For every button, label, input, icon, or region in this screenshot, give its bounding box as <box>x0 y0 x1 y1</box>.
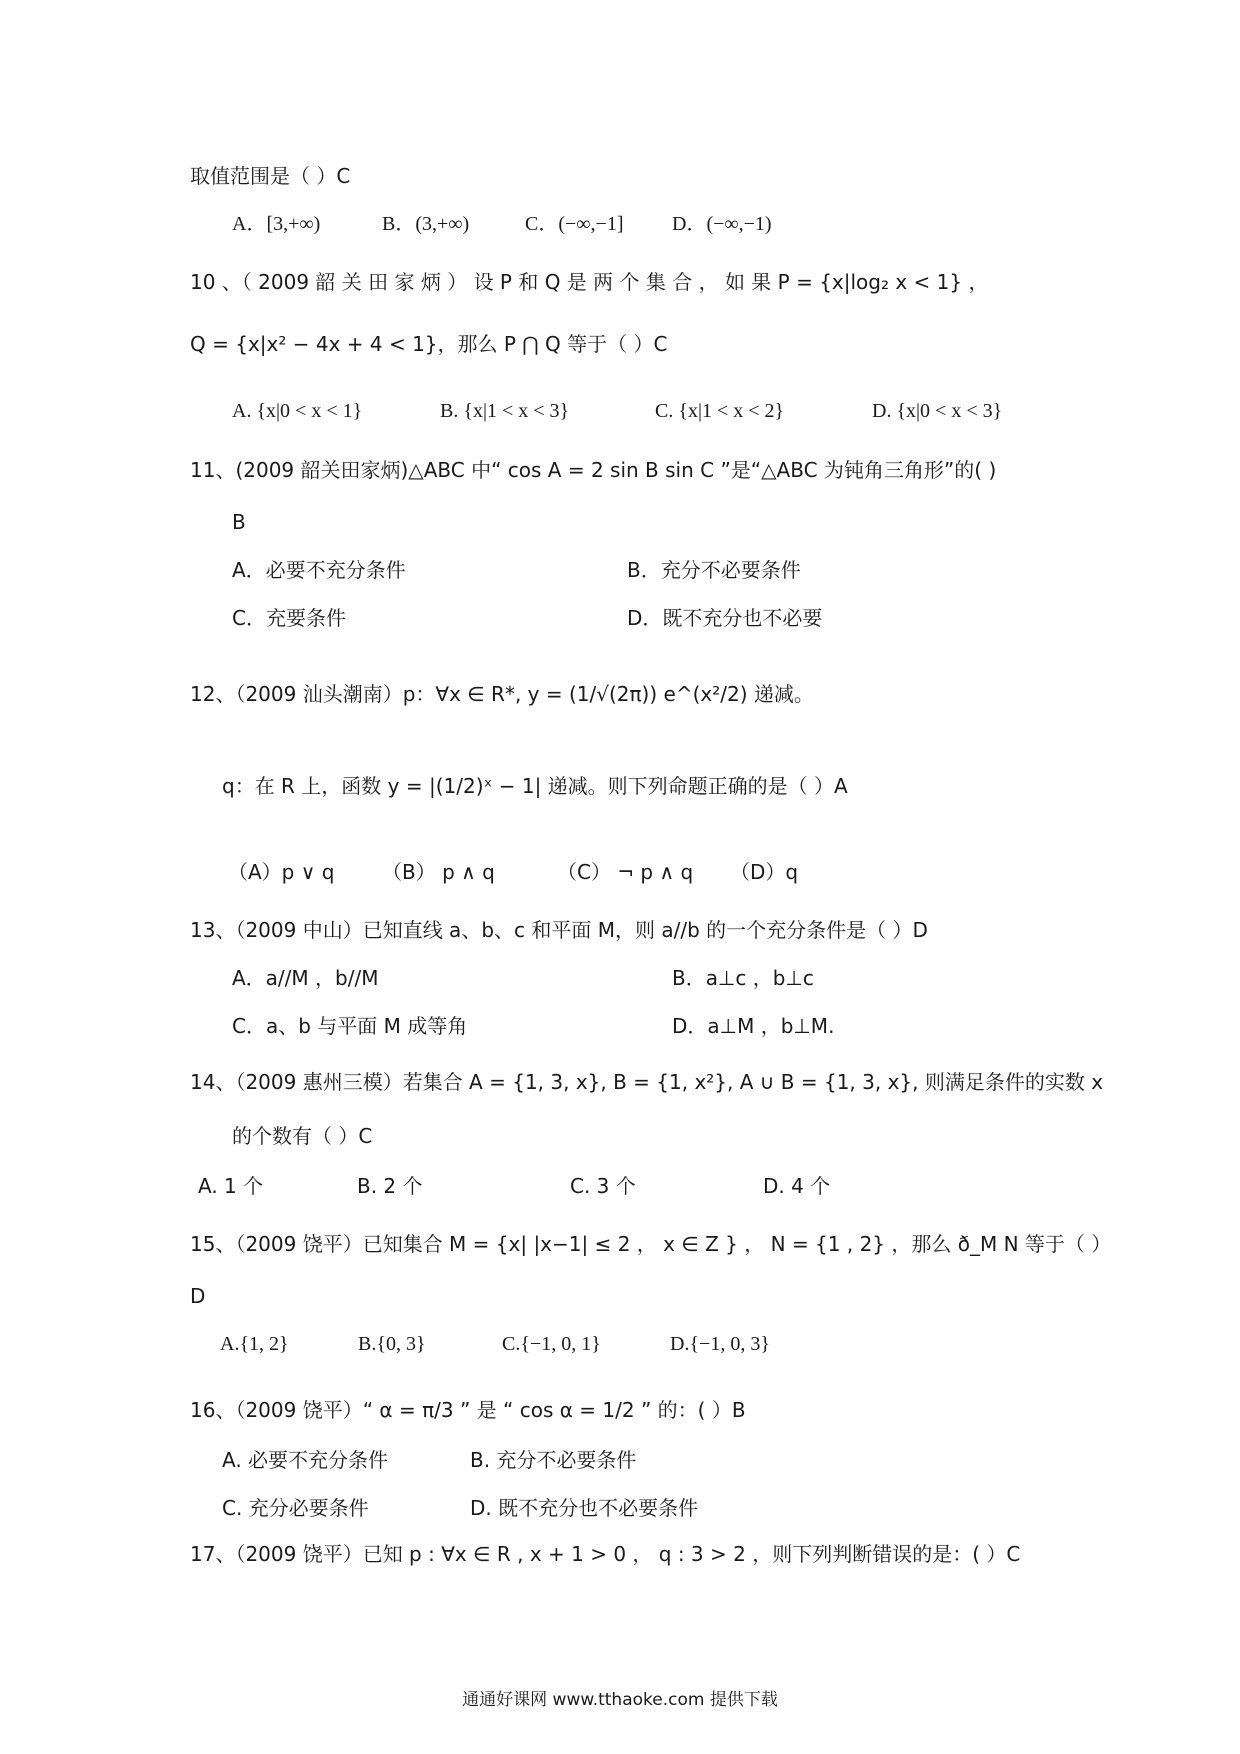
option-d: D．a⊥M ，b⊥M. <box>672 1014 835 1038</box>
question-12: 12、（2009 汕头潮南）p：∀x ∈ R*, y = (1/√(2π)) e^(x²/2) 递减。 <box>190 682 814 706</box>
option-d: D.{−1, 0, 3} <box>670 1333 770 1355</box>
answer-15: D <box>190 1284 206 1308</box>
option-a: （A）p ∨ q <box>228 860 335 884</box>
question-15: 15、（2009 饶平）已知集合 M = {x| |x−1| ≤ 2 ， x ∈ Z } ， N = {1 , 2} ，那么 ð_M N 等于（ ） <box>190 1232 1112 1256</box>
option-a: A. {x|0 < x < 1} <box>232 400 363 422</box>
option-c: C. 充分必要条件 <box>222 1496 369 1520</box>
option-d: D. {x|0 < x < 3} <box>872 400 1003 422</box>
option-d: D. 4 个 <box>763 1174 831 1198</box>
option-b: B. {x|1 < x < 3} <box>440 400 570 422</box>
option-b: B. 2 个 <box>357 1174 423 1198</box>
question-12-q: q：在 R 上，函数 y = |(1/2)ˣ − 1| 递减。则下列命题正确的是（ ）A <box>222 774 848 798</box>
question-16: 16、（2009 饶平）“ α = π/3 ” 是 “ cos α = 1/2 ” 的：( ）B <box>190 1398 746 1422</box>
option-c: C．充要条件 <box>232 606 346 630</box>
option-d: D．(−∞,−1) <box>672 213 772 235</box>
option-d: D．既不充分也不必要 <box>627 606 823 630</box>
option-c: C.{−1, 0, 1} <box>502 1333 601 1355</box>
option-a: A. 必要不充分条件 <box>222 1448 389 1472</box>
option-b: B. 充分不必要条件 <box>470 1448 637 1472</box>
option-d: （D）q <box>730 860 799 884</box>
question-14-cont: 的个数有（ ）C <box>232 1124 373 1148</box>
option-a: A．必要不充分条件 <box>232 558 406 582</box>
option-d: D. 既不充分也不必要条件 <box>470 1496 699 1520</box>
option-a: A. 1 个 <box>198 1174 264 1198</box>
option-c: C. {x|1 < x < 2} <box>655 400 785 422</box>
option-a: A.{1, 2} <box>220 1333 289 1355</box>
option-a: A．[3,+∞) <box>232 213 321 235</box>
option-b: （B） p ∧ q <box>382 860 495 884</box>
option-b: B．充分不必要条件 <box>627 558 801 582</box>
option-c: C．(−∞,−1] <box>525 213 624 235</box>
option-a: A．a//M ，b//M <box>232 966 379 990</box>
question-11: 11、(2009 韶关田家炳)△ABC 中“ cos A = 2 sin B sin C ”是“△ABC 为钝角三角形”的( ) <box>190 458 997 482</box>
text-line: 取值范围是（ ）C <box>190 164 351 188</box>
question-10-cont: Q = {x|x² − 4x + 4 < 1}，那么 P ⋂ Q 等于（ ）C <box>190 332 668 356</box>
option-c: C．a、b 与平面 M 成等角 <box>232 1014 468 1038</box>
option-b: B.{0, 3} <box>358 1333 426 1355</box>
option-b: B．(3,+∞) <box>382 213 470 235</box>
question-17: 17、（2009 饶平）已知 p : ∀x ∈ R , x + 1 > 0 ， q : 3 > 2 ，则下列判断错误的是：( ）C <box>190 1542 1021 1566</box>
option-b: B．a⊥c ，b⊥c <box>672 966 814 990</box>
question-10: 10 、（ 2009 韶 关 田 家 炳 ） 设 P 和 Q 是 两 个 集 合 ， 如 果 P = {x|log₂ x < 1} ， <box>190 270 989 294</box>
option-c: C. 3 个 <box>570 1174 636 1198</box>
answer-11: B <box>232 510 246 534</box>
option-c: （C） ¬ p ∧ q <box>557 860 694 884</box>
question-14: 14、（2009 惠州三模）若集合 A = {1, 3, x}, B = {1, x²}, A ∪ B = {1, 3, x}, 则满足条件的实数 x <box>190 1070 1104 1094</box>
page-footer: 通通好课网 www.tthaoke.com 提供下载 <box>462 1690 778 1710</box>
question-13: 13、（2009 中山）已知直线 a、b、c 和平面 M，则 a//b 的一个充分条件是（ ）D <box>190 918 928 942</box>
